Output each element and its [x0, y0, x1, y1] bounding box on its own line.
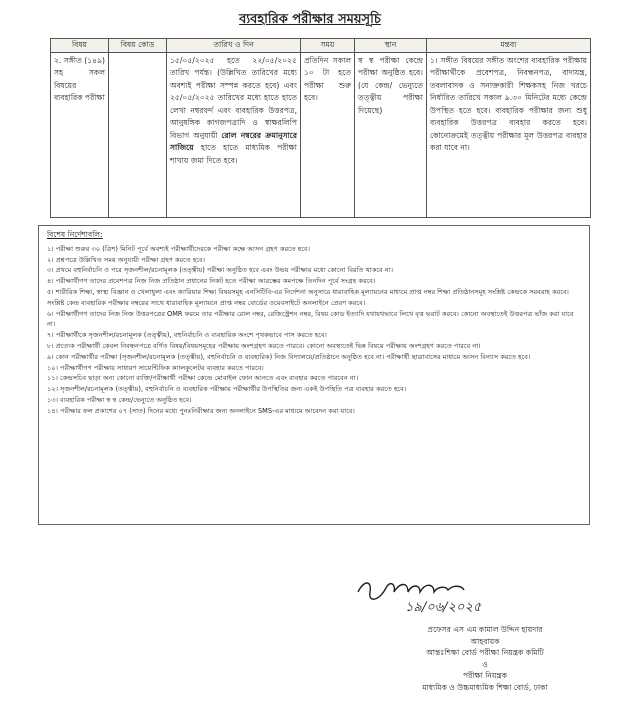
date-text-1: ১৫/০৫/২০২৫ হতে ২২/০৫/২০২৫ তারিখ পর্যন্ত। (উল্লিখিত তারিখের মধ্যে অবশ্যই পরীক্ষা সম্পন্ন করতে হবে) এবং ২৫/০৫/২০২৫ তারিখের মধ্যে হাতে হাতে লেখা নম্বরফর্দ এবং ব্যবহারিক উত্তরপত্র, আনুষঙ্গিক কাগজপত্রাদি ও স্বাক্ষরলিপি বিভাগ অনুযায়ী [170, 55, 297, 140]
instruction-item: ১০। পরীক্ষার্থীগণ পরীক্ষায় সাধারণ সায়েন্টিফিক ক্যালকুলেটর ব্যবহার করতে পারবে। [47, 363, 264, 372]
page-title: ব্যবহারিক পরীক্ষার সময়সূচি [239, 12, 381, 27]
signer-organization: মাধ্যমিক ও উচ্চমাধ্যমিক শিক্ষা বোর্ড, ঢাকা [422, 682, 548, 692]
instruction-item: ৫। শারীরিক শিক্ষা, স্বাস্থ্য বিজ্ঞান ও খেলাধুলা এবং ক্যারিয়ার শিক্ষা বিষয়সমূহ এনসিটিবি-এর নির্দেশনা অনুসারে ধারাবাহিক মূল্যায়নের মাধ্যমে প্রাপ্ত নম্বর শিক্ষা প্রতিষ্ঠানসমূহ সংশ্লিষ্ট কেন্দ্রকে সরবরাহ করবে। সংশ্লিষ্ট কেন্দ্র ব্যবহারিক পরীক্ষার নম্বরের সাথে ধারাবাহিক মূল্যায়নে প্রাপ্ত নম্বর বোর্ডের ওয়েবসাইটে অনলাইনে প্রেরণ করবে। [47, 287, 569, 307]
instruction-item: ১১। কেন্দ্রসচিব ছাড়া অন্য কোনো ব্যক্তি/পরীক্ষার্থী পরীক্ষা কেন্দ্রে মোবাইল ফোন আনতে এবং ব্যবহার করতে পারবেন না। [47, 374, 359, 383]
header-code: বিষয় কোড [109, 39, 167, 53]
schedule-table [50, 38, 591, 218]
cell-place: স্ব স্ব পরীক্ষা কেন্দ্রে পরীক্ষা অনুষ্ঠিত হবে। (যে কেন্দ্র/ ভেন্যুতে তত্ত্বীয় পরীক্ষা দিয়েছে) [355, 52, 427, 217]
cell-time: প্রতিদিন সকাল ১০ টা হতে পরীক্ষা শুরু হবে। [301, 52, 355, 217]
date-text-bold: রোল নম্বরের ক্রমানুসারে সাজিয়ে [170, 130, 297, 152]
date-text-2: হাতে হাতে মাধ্যমিক পরীক্ষা শাখায় জমা দিতে হবে। [170, 143, 298, 165]
instruction-item: ১২। সৃজনশীল/রচনামূলক (তত্ত্বীয়), বহুনির্বাচনি ও ব্যবহারিক পরীক্ষায় পরীক্ষার্থীর উপস্থিতির জন্য একই উপস্থিতি পত্র ব্যবহার করতে হবে। [47, 385, 407, 394]
cell-date [167, 52, 301, 217]
signer-role-controller: পরীক্ষা নিয়ন্ত্রক [462, 671, 508, 680]
instruction-item: ২। প্রশ্নপত্রে উল্লিখিত সময় অনুযায়ী পরীক্ষা গ্রহণ করতে হবে। [47, 255, 205, 264]
header-place: স্থান [355, 39, 427, 53]
instruction-item: ৪। পরীক্ষার্থীগণ তাদের প্রবেশপত্র নিজ নিজ প্রতিষ্ঠান প্রধানের নিকট হতে পরীক্ষা আরম্ভের কমপক্ষে তিনদিন পূর্বে সংগ্রহ করবে। [47, 277, 376, 286]
header-date: তারিখ ও দিন [167, 39, 301, 53]
instruction-item: ৮। প্রত্যেক পরীক্ষার্থী কেবল নিবন্ধনপত্রে বর্ণিত বিষয়/বিষয়সমূহের পরীক্ষায় অংশগ্রহণ করতে পারবে। কোনো অবস্থাতেই ভিন্ন বিষয়ে পরীক্ষায় অংশগ্রহণ করতে পারবে না। [47, 341, 481, 350]
signer-and: ও [482, 659, 488, 669]
special-instructions [38, 225, 590, 525]
instruction-item: ১৪। পরীক্ষার ফল প্রকাশের ০৭ (সাত) দিনের মধ্যে পুনঃনিরীক্ষার জন্য অনলাইনে SMS-এর মাধ্যমে আবেদন করা যাবে। [47, 406, 355, 415]
cell-remarks: ১। সঙ্গীত বিষয়ের সঙ্গীত অংশের ব্যবহারিক পরীক্ষায় পরীক্ষার্থীকে প্রবেশপত্র, নিবন্ধনপত্র, বাদ্যযন্ত্র, তবলাবাদক ও সনাক্তকারী শিক্ষকসহ নিজ খরচে নির্ধারিত তারিখে সকাল ৯.৩০ মিনিটের মধ্যে কেন্দ্রে উপস্থিত হতে হবে। ব্যবহারিক পরীক্ষার জন্য শুধু ব্যবহারিক উত্তরপত্র ব্যবহার করতে হবে। কোনোক্রমেই তত্ত্বীয় পরীক্ষার মূল উত্তরপত্র ব্যবহার করা যাবে না। [427, 52, 591, 217]
cell-code [109, 52, 167, 217]
cell-subject: ২. সঙ্গীত (১৪৯) সহ সকল বিষয়ের ব্যবহারিক পরীক্ষা [51, 52, 109, 217]
instruction-item: ৭। পরীক্ষার্থীকে সৃজনশীল/রচনামূলক (তত্ত্বীয়), বহুনির্বাচনি ও ব্যবহারিক অংশে পৃথকভাবে পাস করতে হবে। [47, 331, 327, 340]
header-time: সময় [301, 39, 355, 53]
instruction-item: ৬। পরীক্ষার্থীগণ তাদের নিজ নিজ উত্তরপত্রের OMR ফরমে তার পরীক্ষার রোল নম্বর, রেজিস্ট্রেশন নম্বর, বিষয় কোড ইত্যাদি যথাযথভাবে লিখে বৃত্ত ভরাট করবে। কোনো অবস্থাতেই উত্তরপত্র ভাঁজ করা যাবে না। [47, 309, 574, 329]
instruction-item: ৯। কোন পরীক্ষার্থীর পরীক্ষা (সৃজনশীল/রচনামূলক (তত্ত্বীয়), বহুনির্বাচনি ও ব্যবহারিক) নিজ বিদ্যালয়ে/প্রতিষ্ঠানে অনুষ্ঠিত হবে না। পরীক্ষার্থী ছাত্রাবাসের মাধ্যমে আসন বিন্যাস করতে হবে। [47, 352, 531, 361]
instruction-item: ১। পরীক্ষা শুরুর ৩০ (ত্রিশ) মিনিট পূর্বে অবশ্যই পরীক্ষার্থীদেরকে পরীক্ষা কক্ষে আসন গ্রহণ করতে হবে। [47, 244, 310, 253]
table-header-row [51, 39, 591, 53]
instructions-list [47, 244, 581, 417]
signatory-block [390, 624, 610, 693]
table-row [51, 52, 591, 217]
signer-name: প্রফেসর এস এম কামাল উদ্দিন হায়দার [427, 625, 543, 634]
header-subject: বিষয় [51, 39, 109, 53]
signer-committee: আন্তঃশিক্ষা বোর্ড পরীক্ষা নিয়ন্ত্রক কমিটি [426, 648, 544, 657]
header-remarks: মন্তব্য [427, 39, 591, 53]
instruction-item: ১৩। ব্যবহারিক পরীক্ষা স্ব স্ব কেন্দ্র/ভেন্যুতে অনুষ্ঠিত হবে। [47, 395, 192, 404]
instructions-heading: বিশেষ নির্দেশাবলি: [47, 230, 103, 239]
instruction-item: ৩। প্রথমে বহুনির্বাচনি ও পরে সৃজনশীল/রচনামূলক (তত্ত্বীয়) পরীক্ষা অনুষ্ঠিত হবে এবং উভয় পরীক্ষার মধ্যে কোনো বিরতি থাকবে না। [47, 266, 393, 275]
signature-date: ১৯/০৬/২০২৫ [405, 600, 482, 615]
signer-role-convener: আহবায়ক [470, 636, 500, 646]
